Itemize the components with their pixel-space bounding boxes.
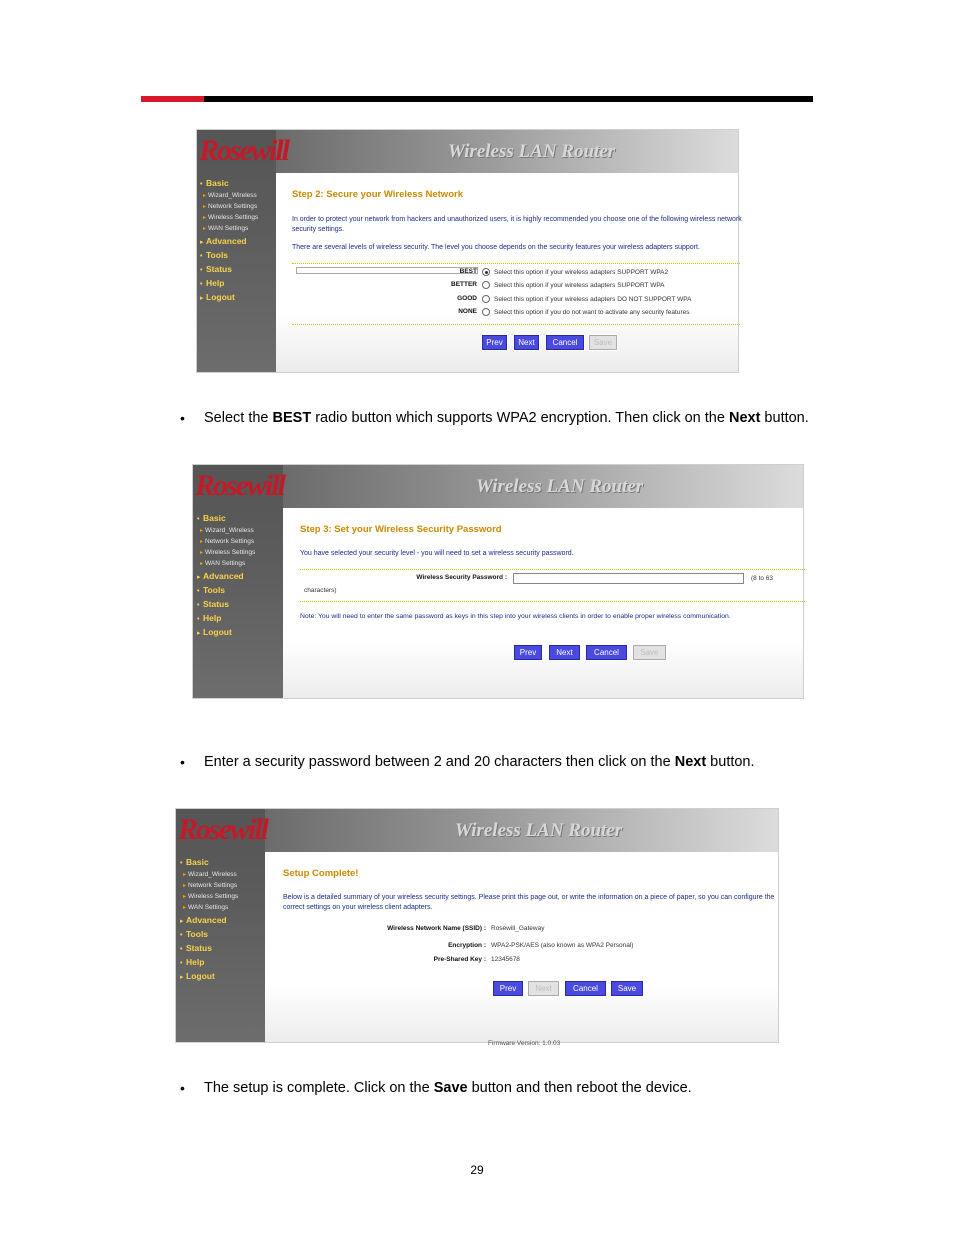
nav-network-settings[interactable]: ▸ Network Settings — [180, 880, 238, 891]
logo-rosewill: Rosewill — [199, 134, 289, 167]
cancel-button[interactable]: Cancel — [546, 335, 584, 350]
nav-advanced[interactable]: ▸ Advanced — [180, 913, 238, 927]
arrow-right-icon: ▸ — [200, 239, 204, 246]
router-screenshot-step2 — [196, 129, 742, 373]
arrow-right-icon: ▸ — [183, 883, 187, 889]
arrow-right-icon: ▸ — [203, 226, 207, 232]
cancel-button[interactable]: Cancel — [565, 981, 606, 996]
nav-wan-settings[interactable]: ▸ WAN Settings — [180, 902, 238, 913]
nav-advanced[interactable]: ▸ Advanced — [200, 234, 258, 248]
nav-advanced[interactable]: ▸ Advanced — [197, 569, 255, 583]
radio-better[interactable] — [482, 281, 490, 289]
banner-title: Wireless LAN Router — [455, 820, 623, 841]
nav-logout[interactable]: ▸ Logout — [200, 290, 258, 304]
arrow-right-icon: ▸ — [180, 974, 184, 981]
bullet-icon: • — [197, 588, 200, 595]
bullet-icon: • — [180, 860, 183, 867]
step-title: Setup Complete! — [283, 868, 359, 879]
arrow-right-icon: ▸ — [203, 204, 207, 210]
banner-title: Wireless LAN Router — [476, 476, 644, 497]
arrow-right-icon: ▸ — [180, 918, 184, 925]
save-button[interactable]: Save — [633, 645, 666, 660]
arrow-right-icon: ▸ — [183, 872, 187, 878]
arrow-right-icon: ▸ — [200, 295, 204, 302]
arrow-right-icon: ▸ — [203, 193, 207, 199]
next-button[interactable]: Next — [514, 335, 539, 350]
next-button[interactable]: Next — [528, 981, 559, 996]
bullet-icon: • — [180, 754, 185, 770]
levels-paragraph: There are several levels of wireless security. The level you choose depends on the security features your wireless adapters support. — [292, 244, 700, 251]
bullet-icon: • — [180, 1080, 185, 1096]
nav-help[interactable]: • Help — [180, 955, 238, 969]
firmware-version: Firmware Version: 1.0.03 — [488, 1040, 561, 1047]
password-hint-cont: characters) — [304, 587, 337, 594]
bullet-icon: • — [180, 946, 183, 953]
instruction-select-best: Select the BEST radio button which supports WPA2 encryption. Then click on the Next button. — [204, 410, 809, 426]
prev-button[interactable]: Prev — [482, 335, 507, 350]
bullet-icon: • — [180, 410, 185, 426]
banner-title: Wireless LAN Router — [448, 141, 616, 162]
bullet-icon: • — [200, 181, 203, 188]
nav-help[interactable]: • Help — [197, 611, 255, 625]
save-button[interactable]: Save — [611, 981, 643, 996]
bullet-icon: • — [197, 516, 200, 523]
next-button[interactable]: Next — [549, 645, 580, 660]
cancel-button[interactable]: Cancel — [586, 645, 627, 660]
option-better-desc: Select this option if your wireless adapters SUPPORT WPA — [494, 282, 665, 289]
arrow-right-icon: ▸ — [200, 528, 204, 534]
option-best-label: BEST — [459, 268, 477, 275]
nav-wireless-settings[interactable]: ▸ Wireless Settings — [197, 547, 255, 558]
nav-logout[interactable]: ▸ Logout — [197, 625, 255, 639]
bullet-icon: • — [200, 267, 203, 274]
password-label: Wireless Security Password : — [416, 574, 507, 581]
prev-button[interactable]: Prev — [493, 981, 523, 996]
encryption-value: WPA2-PSK/AES (also known as WPA2 Personal) — [491, 942, 634, 949]
nav-wizard-wireless[interactable]: ▸ Wizard_Wireless — [197, 525, 255, 536]
save-button[interactable]: Save — [589, 335, 617, 350]
bullet-icon: • — [200, 253, 203, 260]
nav-network-settings[interactable]: ▸ Network Settings — [197, 536, 255, 547]
note-paragraph: Note: You will need to enter the same password as keys in this step into your wireless clients in order to enable proper wireless communication. — [300, 613, 731, 620]
nav-network-settings[interactable]: ▸ Network Settings — [200, 201, 258, 212]
encryption-label: Encryption : — [448, 942, 486, 949]
option-none-desc: Select this option if you do not want to activate any security features — [494, 309, 690, 316]
option-none-label: NONE — [458, 308, 477, 315]
nav-basic[interactable]: • Basic — [180, 855, 238, 869]
ssid-value: Rosewill_Gateway — [491, 925, 545, 932]
radio-good[interactable] — [482, 295, 490, 303]
instruction-enter-password: Enter a security password between 2 and 20 characters then click on the Next button. — [204, 754, 755, 770]
arrow-right-icon: ▸ — [200, 539, 204, 545]
bullet-icon: • — [180, 960, 183, 967]
psk-label: Pre-Shared Key : — [433, 956, 486, 963]
bullet-icon: • — [197, 602, 200, 609]
nav-menu — [200, 176, 258, 304]
nav-logout[interactable]: ▸ Logout — [180, 969, 238, 983]
header-rule-accent — [141, 96, 204, 102]
arrow-right-icon: ▸ — [183, 905, 187, 911]
logo-rosewill: Rosewill — [178, 813, 268, 846]
step-title: Step 2: Secure your Wireless Network — [292, 189, 463, 200]
nav-wizard-wireless[interactable]: ▸ Wizard_Wireless — [180, 869, 238, 880]
nav-help[interactable]: • Help — [200, 276, 258, 290]
summary-paragraph: Below is a detailed summary of your wireless security settings. Please print this page out, or write the information on a piece of paper, so you can configure the correct settings on your wireless client adapters. — [283, 894, 775, 911]
nav-status[interactable]: • Status — [197, 597, 255, 611]
arrow-right-icon: ▸ — [183, 894, 187, 900]
router-screenshot-step3 — [192, 464, 804, 699]
logo-rosewill: Rosewill — [195, 469, 285, 502]
nav-menu — [197, 511, 255, 639]
nav-basic[interactable]: • Basic — [197, 511, 255, 525]
intro-paragraph: In order to protect your network from hackers and unauthorized users, it is highly recommended you choose one of the following wireless network security settings. — [292, 216, 742, 233]
arrow-right-icon: ▸ — [200, 550, 204, 556]
option-better-label: BETTER — [451, 281, 477, 288]
instruction-save-reboot: The setup is complete. Click on the Save button and then reboot the device. — [204, 1080, 692, 1096]
nav-wireless-settings[interactable]: ▸ Wireless Settings — [200, 212, 258, 223]
router-screenshot-complete — [175, 808, 779, 1047]
radio-none[interactable] — [482, 308, 490, 316]
arrow-right-icon: ▸ — [197, 630, 201, 637]
intro-paragraph: You have selected your security level - you will need to set a wireless security password. — [300, 550, 574, 557]
page-number: 29 — [470, 1163, 484, 1177]
prev-button[interactable]: Prev — [514, 645, 542, 660]
psk-value: 12345678 — [491, 956, 520, 963]
header-rule — [141, 96, 813, 102]
nav-tools[interactable]: • Tools — [180, 927, 238, 941]
nav-wan-settings[interactable]: ▸ WAN Settings — [197, 558, 255, 569]
nav-tools[interactable]: • Tools — [197, 583, 255, 597]
nav-menu — [180, 855, 238, 983]
arrow-right-icon: ▸ — [203, 215, 207, 221]
nav-basic[interactable]: • Basic — [200, 176, 258, 190]
nav-status[interactable]: • Status — [200, 262, 258, 276]
radio-best[interactable] — [482, 268, 490, 276]
bullet-icon: • — [200, 281, 203, 288]
password-input[interactable] — [513, 573, 744, 584]
nav-wan-settings[interactable]: ▸ WAN Settings — [200, 223, 258, 234]
password-hint: (8 to 63 — [751, 575, 774, 582]
step-title: Step 3: Set your Wireless Security Password — [300, 524, 502, 535]
option-best-desc: Select this option if your wireless adapters SUPPORT WPA2 — [494, 269, 669, 276]
option-good-desc: Select this option if your wireless adapters DO NOT SUPPORT WPA — [494, 296, 692, 303]
nav-wireless-settings[interactable]: ▸ Wireless Settings — [180, 891, 238, 902]
bullet-icon: • — [180, 932, 183, 939]
nav-wizard-wireless[interactable]: ▸ Wizard_Wireless — [200, 190, 258, 201]
arrow-right-icon: ▸ — [197, 574, 201, 581]
bullet-icon: • — [197, 616, 200, 623]
arrow-right-icon: ▸ — [200, 561, 204, 567]
ssid-label: Wireless Network Name (SSID) : — [387, 925, 486, 932]
option-good-label: GOOD — [457, 295, 477, 302]
nav-status[interactable]: • Status — [180, 941, 238, 955]
nav-tools[interactable]: • Tools — [200, 248, 258, 262]
